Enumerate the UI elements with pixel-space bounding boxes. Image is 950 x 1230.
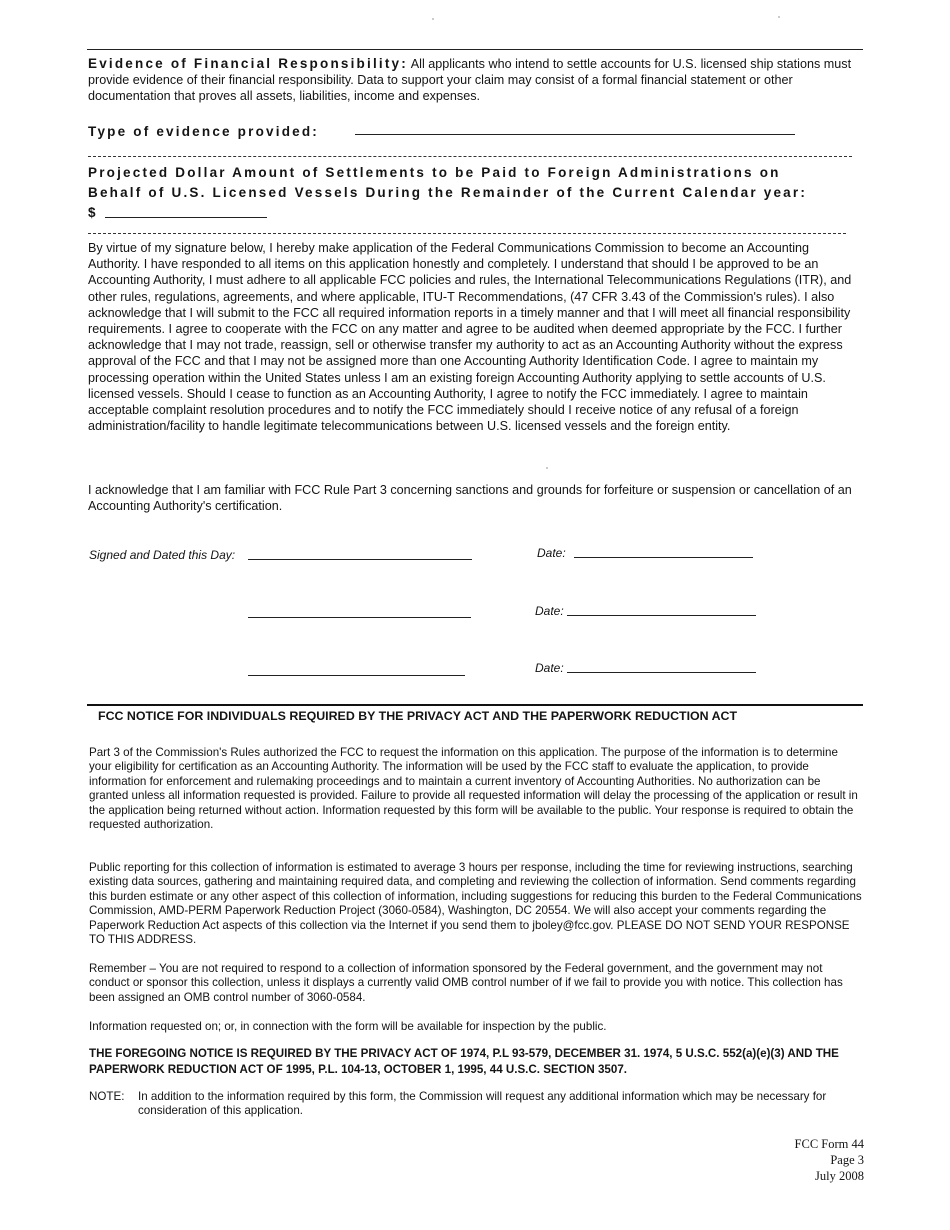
dashed-separator	[88, 233, 846, 234]
scan-speck	[546, 467, 548, 469]
footer-page-number: Page 3	[830, 1153, 864, 1167]
projected-heading	[88, 163, 807, 223]
application-paragraph: By virtue of my signature below, I hereby make application of the Federal Communications Commission to become an Accounting Authority. I have responded to all items on this application honestly and completely. I understand that should I be approved to be an Accounting Authority, I must adhere to all applicable FCC policies and rules, the International Telecommunications Regulations (ITR), and other rules, regulations, agreements, and where applicable, ITU-T Recommendations, (47 CFR 3.43 of the Commission's rules). I also acknowledge that I will submit to the FCC all required information reports in a timely manner and that I will meet all financial responsibility requirements. I agree to cooperate with the FCC on any matter and agree to be audited when deemed appropriate by the FCC. I further acknowledge that I may not trade, reassign, sell or otherwise transfer my authority to act as an Accounting Authority without the express approval of the FCC and that I may not be assigned more than one Accounting Authority Identification Code. I agree to maintain my processing operation within the United States unless I am an existing foreign Accounting Authority applying to settle accounts of U.S. licensed vessels. Should I cease to function as an Accounting Authority, I agree to notify the FCC immediately. I agree to maintain acceptable complaint resolution procedures and to notify the FCC immediately should I receive notice of any refusal of a foreign administration/facility to handle legitimate telecommunications between U.S. licensed vessels and the foreign entity.	[88, 241, 852, 434]
date-label-1: Date:	[537, 546, 566, 560]
financial-section	[88, 56, 860, 105]
date-line-3[interactable]	[567, 672, 756, 673]
financial-heading: Evidence of Financial Responsibility:	[88, 56, 408, 71]
notice-top-rule	[87, 704, 863, 706]
evidence-label: Type of evidence provided:	[88, 124, 319, 139]
dollar-sign: $	[88, 205, 98, 220]
scan-speck	[778, 16, 780, 18]
note-text: In addition to the information required by this form, the Commission will request any additional information which may be necessary for consideration of this application.	[138, 1090, 827, 1118]
footer-revision-date: July 2008	[815, 1169, 864, 1183]
evidence-input-line[interactable]	[355, 134, 795, 135]
notice-paragraph-5: THE FOREGOING NOTICE IS REQUIRED BY THE PRIVACY ACT OF 1974, P.L 93-579, DECEMBER 31. 1974, 5 U.S.C. 552(a)(e)(3) AND THE PAPERWORK REDUCTION ACT OF 1995, P.L. 104-13, OCTOBER 1, 1995, 44 U.S.C. SECTION 3507.	[89, 1047, 839, 1076]
signature-line-2[interactable]	[248, 617, 471, 618]
date-label-3: Date:	[535, 661, 564, 675]
notice-paragraph-1: Part 3 of the Commission's Rules authorized the FCC to request the information on this application. The purpose of the information is to determine your eligibility for certification as an Accounting Authority. The information will be used by the FCC staff to evaluate the application, to provide information for enforcement and rulemaking proceedings and to maintain a current inventory of Accounting Authorities. No authorization can be granted unless all information requested is provided. Failure to provide all requested information will delay the processing of the application or result in the application being returned without action. Information requested by this form will be available to the public. Your response is required to obtain the requested authorization.	[89, 746, 858, 832]
date-line-2[interactable]	[567, 615, 756, 616]
projected-heading-line1: Projected Dollar Amount of Settlements to be Paid to Foreign Administrations on	[88, 165, 781, 180]
financial-text: All applicants who intend to settle accounts for U.S. licensed ship stations must provide evidence of their financial responsibility. Data to support your claim may consist of a formal financial statement or other documentation that proves all assets, liabilities, income and expenses.	[88, 57, 852, 104]
dashed-separator	[88, 156, 852, 157]
notice-paragraph-2: Public reporting for this collection of information is estimated to average 3 hours per response, including the time for reviewing instructions, searching existing data sources, gathering and maintaining required data, and completing and reviewing the collection of information. Send comments regarding this burden estimate or any other aspect of this collection of information, including suggestions for reducing this burden to the Federal Communications Commission, AMD-PERM Paperwork Reduction Project (3060-0584), Washington, DC 20554. We will also accept your comments regarding the Paperwork Reduction Act aspects of this collection via the Internet if you send them to jboley@fcc.gov. PLEASE DO NOT SEND YOUR RESPONSE TO THIS ADDRESS.	[89, 861, 862, 947]
dollar-amount-input-line[interactable]	[105, 217, 267, 218]
date-label-2: Date:	[535, 604, 564, 618]
top-rule	[87, 49, 863, 50]
notice-paragraph-3: Remember – You are not required to respond to a collection of information sponsored by the Federal government, and the government may not conduct or sponsor this collection, unless it displays a currently valid OMB control number of if we fail to provide you with notice. This collection has been assigned an OMB control number of 3060-0584.	[89, 962, 843, 1004]
footer-form-name: FCC Form 44	[794, 1137, 864, 1151]
signed-dated-label: Signed and Dated this Day:	[89, 548, 236, 562]
projected-heading-line2: Behalf of U.S. Licensed Vessels During the Remainder of the Current Calendar year:	[88, 185, 808, 200]
scan-speck	[432, 18, 434, 20]
acknowledgement-paragraph: I acknowledge that I am familiar with FCC Rule Part 3 concerning sanctions and grounds for forfeiture or suspension or cancellation of an Accounting Authority's certification.	[88, 483, 852, 514]
page-footer	[700, 1136, 864, 1184]
note-label: NOTE:	[89, 1090, 125, 1103]
notice-title: FCC NOTICE FOR INDIVIDUALS REQUIRED BY THE PRIVACY ACT AND THE PAPERWORK REDUCTION ACT	[98, 709, 738, 723]
notice-paragraph-4: Information requested on; or, in connection with the form will be available for inspection by the public.	[89, 1020, 607, 1033]
date-line-1[interactable]	[574, 557, 753, 558]
signature-line-1[interactable]	[248, 559, 472, 560]
signature-line-3[interactable]	[248, 675, 465, 676]
